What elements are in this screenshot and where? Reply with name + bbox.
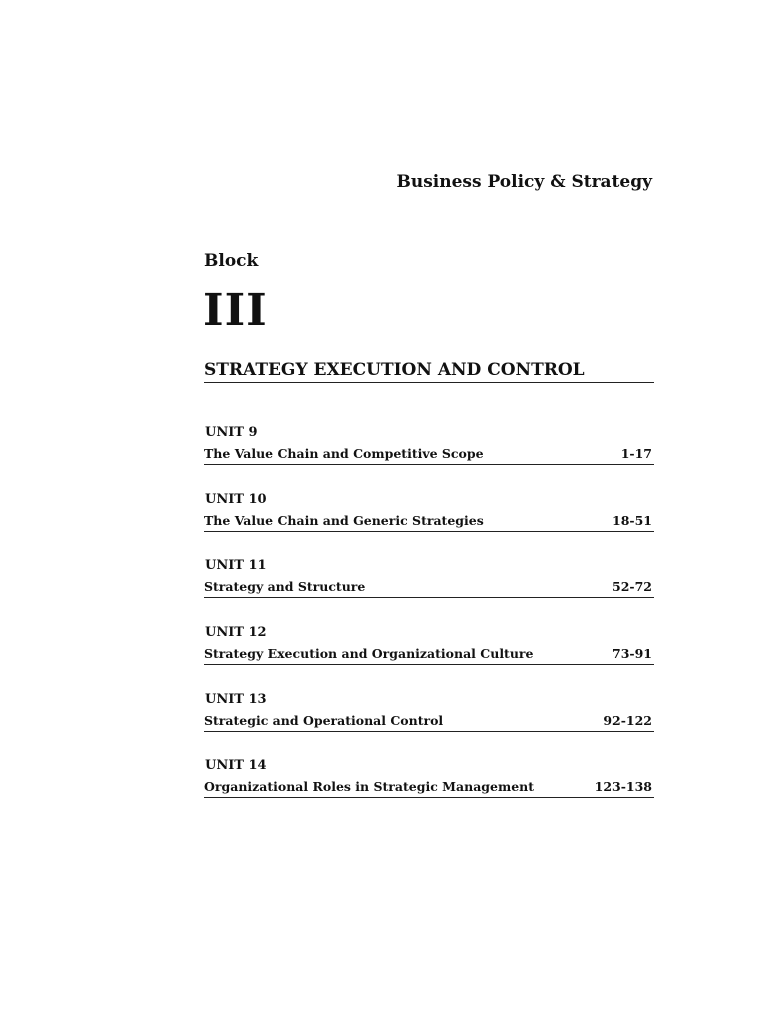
- unit-pages: 123-138: [594, 779, 652, 795]
- unit-pages: 92-122: [603, 712, 652, 728]
- unit-entry: [204, 692, 654, 759]
- unit-title: Organizational Roles in Strategic Management: [204, 779, 535, 795]
- unit-title: The Value Chain and Generic Strategies: [204, 512, 484, 528]
- course-title: Business Policy & Strategy: [396, 172, 652, 192]
- block-label: Block: [204, 251, 259, 271]
- unit-line: [204, 446, 654, 465]
- unit-title: The Value Chain and Competitive Scope: [204, 446, 484, 461]
- block-title: STRATEGY EXECUTION AND CONTROL: [204, 360, 654, 383]
- unit-entry: [204, 558, 654, 625]
- unit-pages: 73-91: [612, 646, 652, 662]
- units-list: [204, 425, 654, 825]
- unit-title: Strategy Execution and Organizational Culture: [204, 646, 534, 662]
- unit-number: UNIT 11: [205, 558, 267, 574]
- unit-pages: 1-17: [620, 446, 652, 461]
- unit-title: Strategic and Operational Control: [204, 712, 444, 728]
- unit-number: UNIT 10: [205, 491, 267, 507]
- unit-number: UNIT 9: [205, 425, 258, 440]
- block-number: III: [203, 285, 268, 336]
- unit-line: [204, 779, 654, 798]
- unit-entry: [204, 758, 654, 825]
- unit-entry: [204, 492, 654, 559]
- unit-entry: [204, 425, 654, 492]
- unit-line: [204, 646, 654, 665]
- unit-number: UNIT 14: [205, 758, 267, 774]
- unit-pages: 52-72: [612, 579, 652, 595]
- unit-line: [204, 513, 654, 532]
- unit-number: UNIT 12: [205, 625, 267, 641]
- unit-title: Strategy and Structure: [204, 579, 366, 595]
- unit-line: [204, 579, 654, 598]
- unit-pages: 18-51: [612, 512, 652, 528]
- unit-entry: [204, 625, 654, 692]
- unit-line: [204, 713, 654, 732]
- unit-number: UNIT 13: [205, 691, 267, 707]
